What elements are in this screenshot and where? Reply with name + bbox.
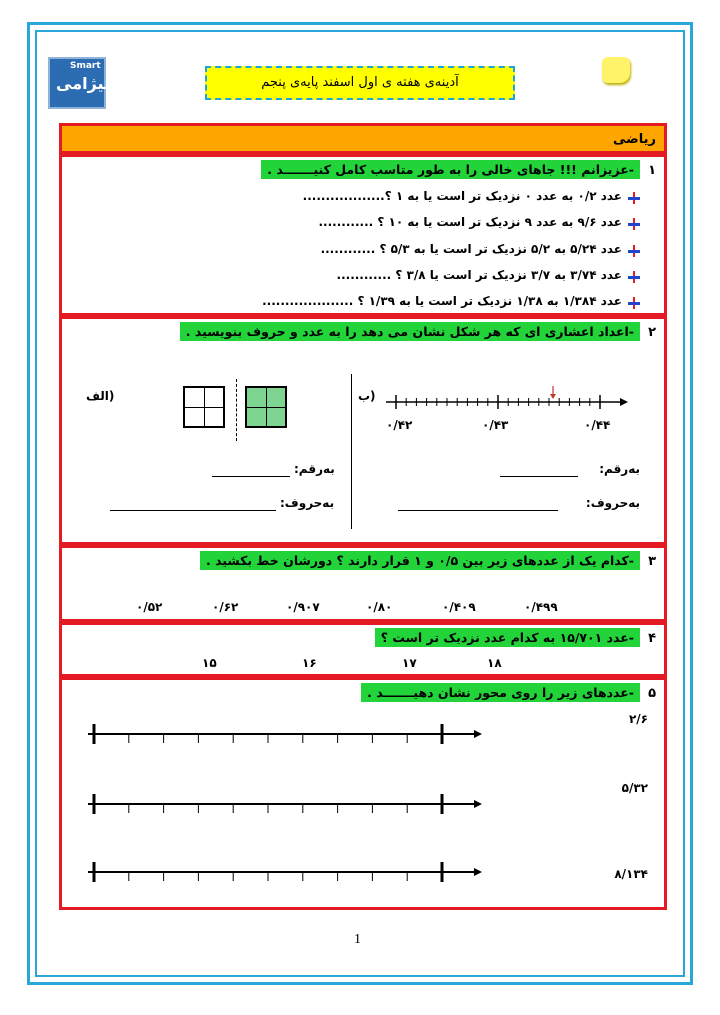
grid-square — [183, 386, 225, 428]
number-line-2 — [78, 790, 488, 830]
axis-arrowhead — [474, 868, 482, 876]
option-value: ۱۶ — [302, 656, 317, 670]
divider-line — [351, 374, 352, 529]
q1-row: عدد ۰/۲ به عدد ۰ نزدیک تر است یا به ۱ ؟.................. — [302, 189, 622, 203]
plot-value: ۲/۶ — [628, 712, 648, 726]
question-prompt: -عزیزانم !!! جاهای خالی را به طور متاسب کامل کنیـــــــد . — [261, 160, 640, 179]
plot-value: ۸/۱۳۴ — [614, 867, 648, 881]
choice-value: ۰/۶۲ — [212, 600, 239, 614]
part-b-label: (ب — [358, 389, 376, 403]
words-label: به‌حروف: — [585, 496, 640, 510]
answer-blank[interactable] — [398, 510, 558, 511]
worksheet-title: آدینه‌ی هفته ی اول اسفند پایه‌ی پنجم — [205, 66, 515, 100]
choice-value: ۰/۴۹۹ — [524, 600, 558, 614]
axis-tick-label: ۰/۴۳ — [482, 418, 509, 432]
axis-arrowhead — [474, 800, 482, 808]
arrow-bullet-icon — [628, 218, 640, 230]
number-line-3 — [78, 858, 488, 898]
question-prompt: -عدد ۱۵/۷۰۱ به کدام عدد نزدیک تر است ؟ — [375, 628, 640, 647]
question-number: ۵ — [648, 686, 656, 701]
number-line-1 — [78, 720, 488, 760]
answer-blank[interactable] — [110, 510, 276, 511]
logo-small-text: Smart — [70, 61, 101, 71]
option-value: ۱۸ — [487, 656, 502, 670]
grid-square-shaded — [245, 386, 287, 428]
answer-blank[interactable] — [500, 476, 578, 477]
choice-value: ۰/۴۰۹ — [442, 600, 476, 614]
question-number: ۳ — [648, 554, 656, 569]
arrow-bullet-icon — [628, 297, 640, 309]
words-label: به‌حروف: — [280, 496, 335, 510]
logo — [48, 57, 111, 109]
question-2 — [59, 316, 667, 545]
sticky-note-icon — [602, 57, 630, 83]
question-5 — [59, 677, 667, 910]
digits-label: به‌رقم: — [599, 462, 640, 476]
q1-row: عدد ۱/۳۸۴ به ۱/۳۸ نزدیک تر است یا به ۱/۳۹ ؟ .................... — [262, 294, 622, 308]
question-1 — [59, 154, 667, 316]
number-line-arrowhead — [620, 398, 628, 406]
arrow-bullet-icon — [628, 192, 640, 204]
question-number: ۱ — [648, 163, 656, 178]
q1-row: عدد ۹/۶ به عدد ۹ نزدیک تر است یا به ۱۰ ؟ ............ — [318, 215, 622, 229]
option-value: ۱۷ — [402, 656, 417, 670]
subject-label: ریاضی — [613, 132, 656, 147]
dashed-separator — [236, 379, 237, 441]
logo-text: نیژامی — [56, 74, 111, 93]
plot-value: ۵/۳۲ — [621, 781, 648, 795]
question-number: ۲ — [648, 325, 656, 340]
q1-row: عدد ۳/۷۴ به ۳/۷ نزدیک تر است یا ۳/۸ ؟ ............ — [336, 268, 622, 282]
part-a-label: (الف — [86, 389, 115, 403]
marker-arrowhead — [550, 394, 556, 399]
axis-arrowhead — [474, 730, 482, 738]
page-number: 1 — [354, 932, 361, 947]
question-number: ۴ — [648, 631, 656, 646]
subject-header — [59, 123, 667, 154]
choice-value: ۰/۵۲ — [136, 600, 163, 614]
choice-value: ۰/۹۰۷ — [286, 600, 320, 614]
q1-row: عدد ۵/۲۴ به ۵/۲ نزدیک تر است یا به ۵/۳ ؟ ............ — [320, 242, 622, 256]
option-value: ۱۵ — [202, 656, 217, 670]
question-prompt: -کدام یک از عددهای زیر بین ۰/۵ و ۱ قرار دارند ؟ دورشان خط بکشید . — [200, 551, 640, 570]
arrow-bullet-icon — [628, 271, 640, 283]
arrow-bullet-icon — [628, 245, 640, 257]
choice-value: ۰/۸۰ — [366, 600, 393, 614]
digits-label: به‌رقم: — [294, 462, 335, 476]
question-prompt: -اعداد اعشاری ای که هر شکل نشان می دهد را به عدد و حروف بنویسید . — [180, 322, 640, 341]
answer-blank[interactable] — [212, 476, 290, 477]
question-prompt: -عددهای زیر را روی محور نشان دهیـــــــد . — [361, 683, 640, 702]
axis-tick-label: ۰/۴۲ — [386, 418, 413, 432]
axis-tick-label: ۰/۴۴ — [584, 418, 611, 432]
question-4 — [59, 622, 667, 677]
number-line-ticks — [396, 395, 600, 409]
question-3 — [59, 545, 667, 622]
